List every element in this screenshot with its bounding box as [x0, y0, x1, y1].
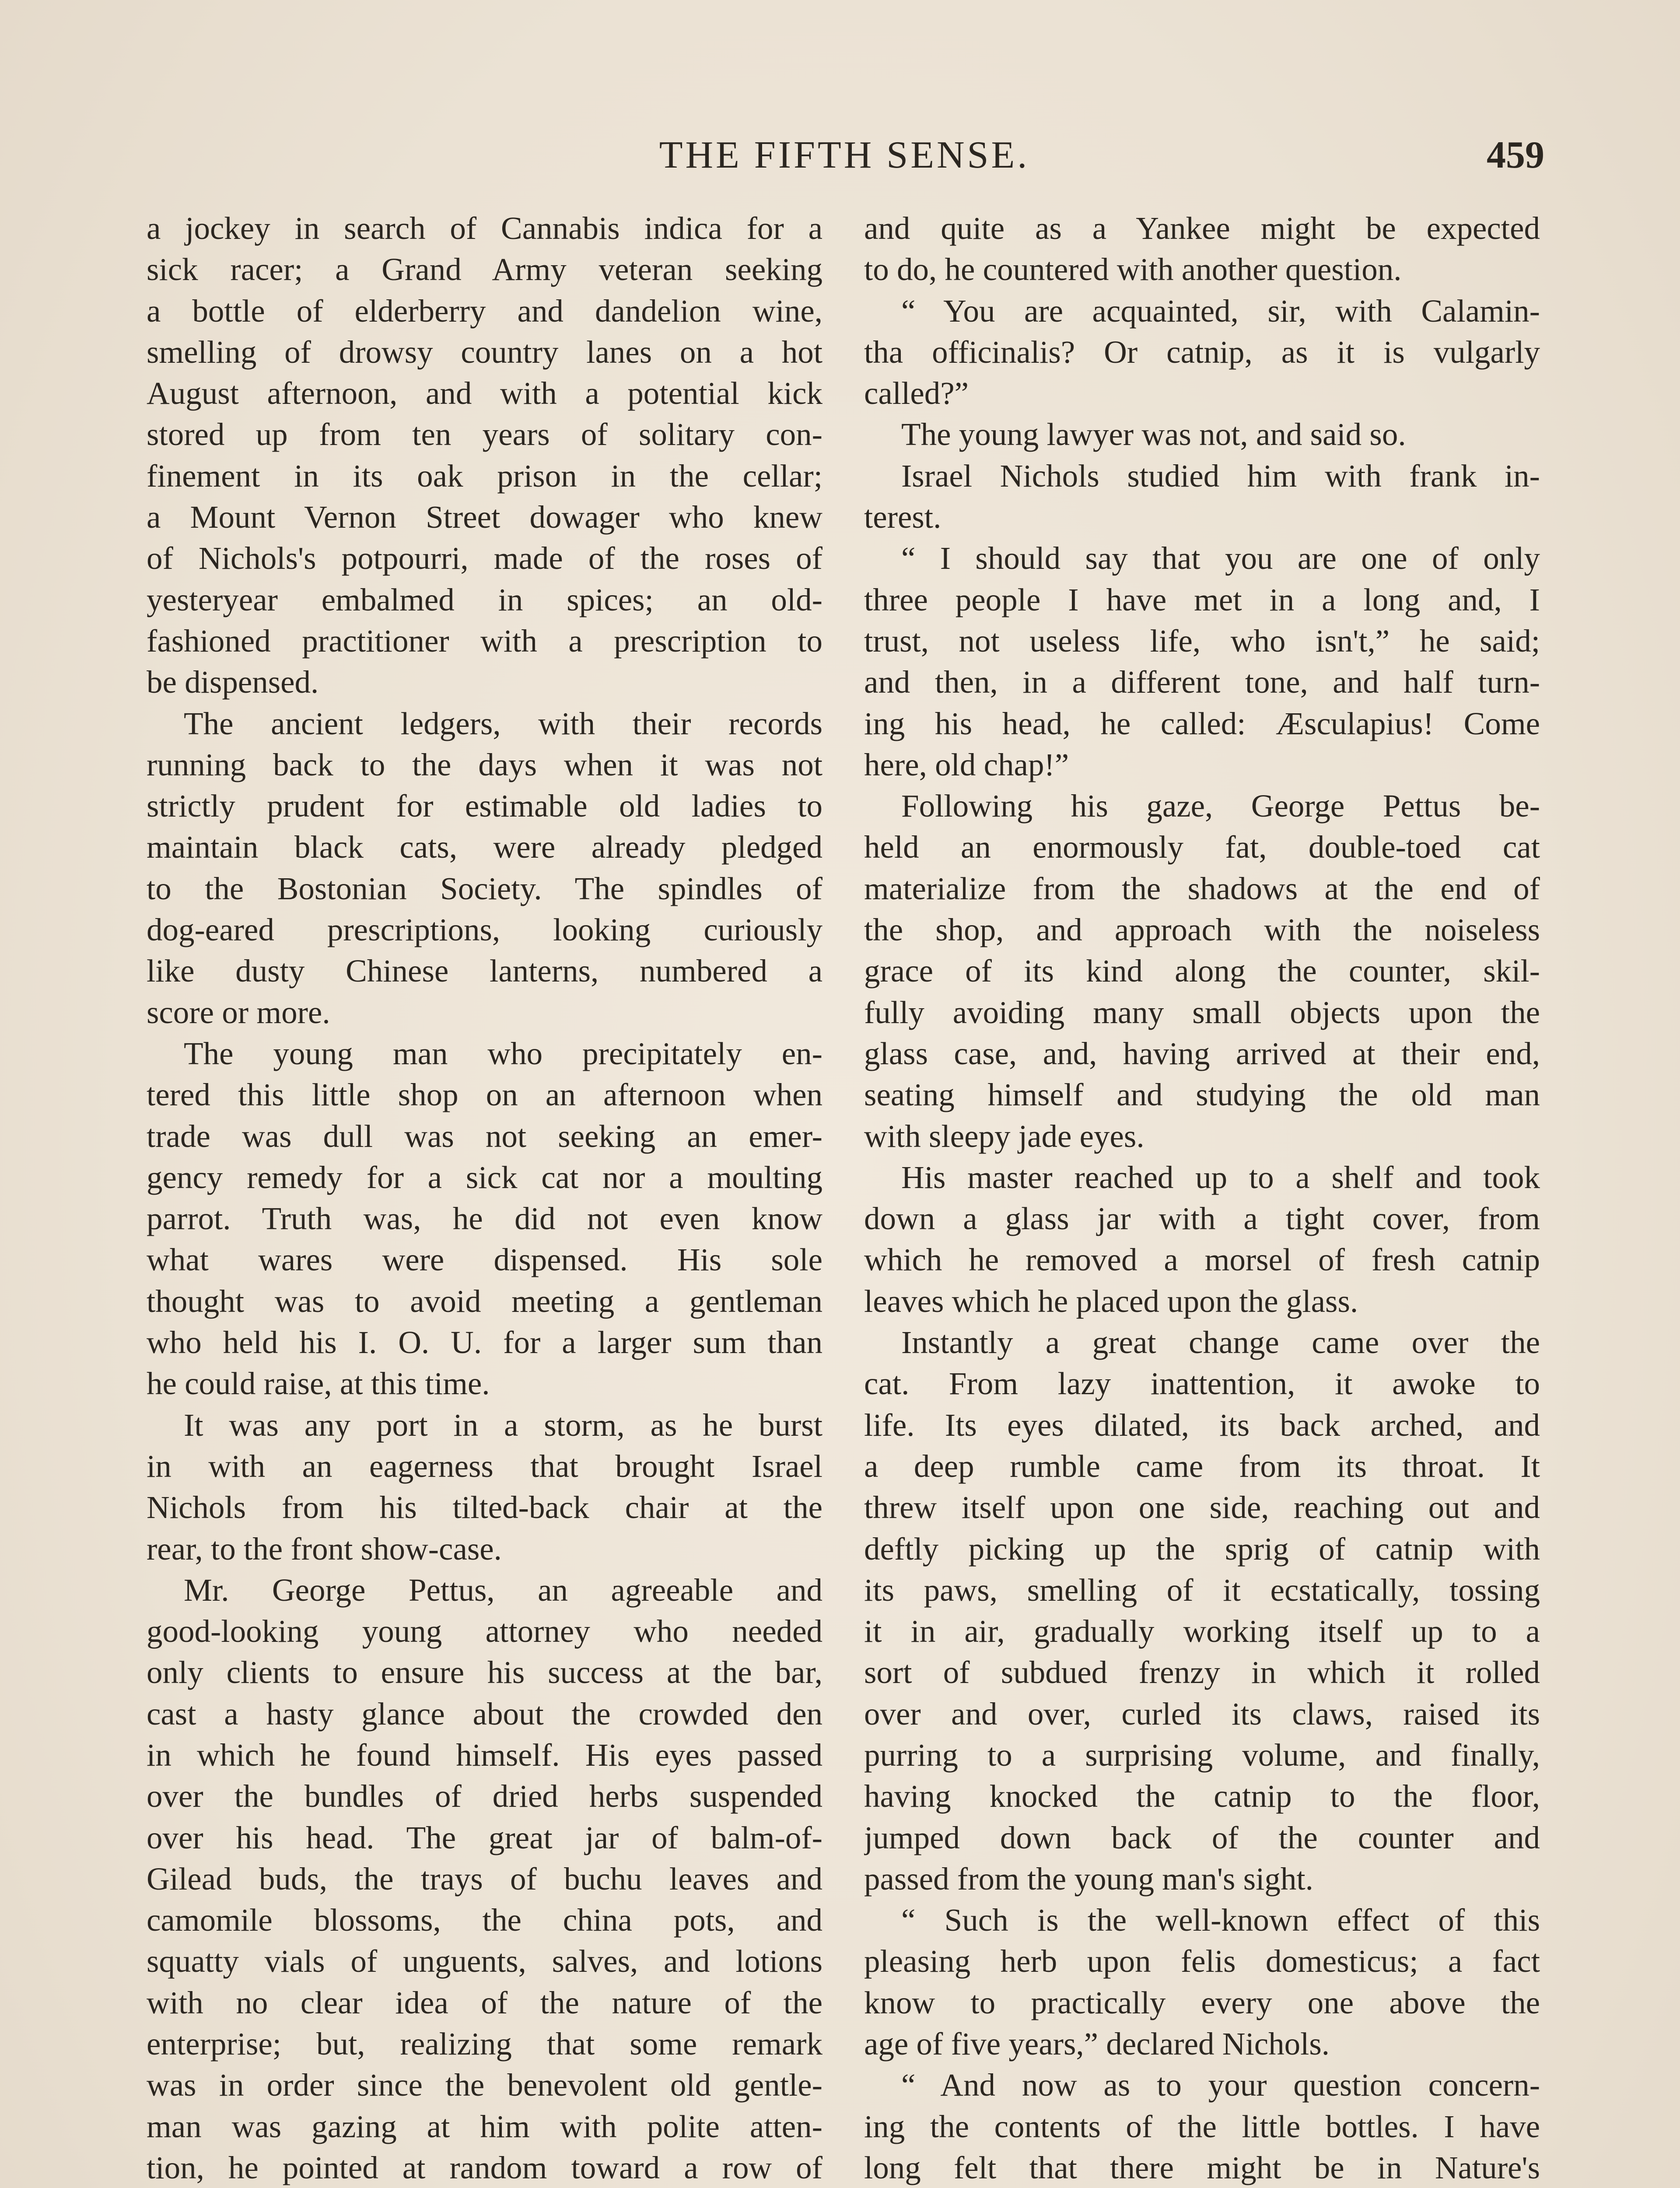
text-line: maintain black cats, were already pledged [147, 829, 822, 865]
text-line: The young man who precipitately en- [184, 1035, 822, 1071]
text-line: materialize from the shadows at the end of [864, 870, 1540, 906]
text-line: thought was to avoid meeting a gentleman [147, 1283, 822, 1319]
text-line: a bottle of elderberry and dandelion wine, [147, 293, 822, 329]
text-line: of Nichols's potpourri, made of the roses of [147, 540, 822, 576]
text-line: what wares were dispensed. His sole [147, 1242, 822, 1278]
text-line: camomile blossoms, the china pots, and [147, 1902, 822, 1938]
text-line: and then, in a different tone, and half turn- [864, 664, 1540, 700]
text-line: fashioned practitioner with a prescription to [147, 623, 822, 659]
text-line: know to practically every one above the [864, 1985, 1540, 2020]
text-line: tion, he pointed at random toward a row of [147, 2149, 822, 2185]
text-line: in with an eagerness that brought Israel [147, 1448, 822, 1484]
text-line: “ And now as to your question concern- [901, 2067, 1540, 2103]
text-line: life. Its eyes dilated, its back arched, and [864, 1407, 1540, 1443]
text-line: “ You are acquainted, sir, with Calamin- [901, 293, 1540, 329]
text-line: grace of its kind along the counter, skil- [864, 953, 1540, 989]
text-line: tha officinalis? Or catnip, as it is vulgarly [864, 334, 1540, 370]
text-line: sick racer; a Grand Army veteran seeking [147, 252, 822, 288]
text-line: a deep rumble came from its throat. It [864, 1448, 1540, 1484]
text-line: finement in its oak prison in the cellar; [147, 458, 822, 494]
text-line: The ancient ledgers, with their records [184, 705, 822, 741]
text-line: His master reached up to a shelf and took [901, 1159, 1540, 1195]
text-line: held an enormously fat, double-toed cat [864, 829, 1540, 865]
page-number: 459 [1487, 134, 1544, 176]
text-line: man was gazing at him with polite atten- [147, 2108, 822, 2144]
text-line: parrot. Truth was, he did not even know [147, 1201, 822, 1237]
text-line: threw itself upon one side, reaching out and [864, 1490, 1540, 1525]
text-line: trust, not useless life, who isn't,” he said; [864, 623, 1540, 659]
text-line: which he removed a morsel of fresh catnip [864, 1242, 1540, 1278]
text-line: cast a hasty glance about the crowded den [147, 1696, 822, 1732]
text-line: trade was dull was not seeking an emer- [147, 1118, 822, 1154]
text-line: Following his gaze, George Pettus be- [901, 788, 1540, 824]
text-line: glass case, and, having arrived at their end, [864, 1035, 1540, 1071]
text-line: August afternoon, and with a potential kick [147, 375, 822, 411]
text-line: dog-eared prescriptions, looking curiously [147, 912, 822, 948]
text-line: rear, to the front show-case. [147, 1531, 502, 1567]
text-line: squatty vials of unguents, salves, and lotions [147, 1943, 822, 1979]
text-line: deftly picking up the sprig of catnip with [864, 1531, 1540, 1567]
text-line: called?” [864, 375, 969, 411]
text-line: sort of subdued frenzy in which it rolled [864, 1655, 1540, 1690]
text-line: a jockey in search of Cannabis indica for a [147, 210, 822, 246]
text-line: with no clear idea of the nature of the [147, 1985, 822, 2020]
text-line: it in air, gradually working itself up to a [864, 1613, 1540, 1649]
text-line: seating himself and studying the old man [864, 1077, 1540, 1113]
text-line: enterprise; but, realizing that some remark [147, 2026, 822, 2062]
text-line: was in order since the benevolent old gentle- [147, 2067, 822, 2103]
page-header [144, 127, 1544, 184]
text-line: “ I should say that you are one of only [901, 540, 1540, 576]
text-line: over the bundles of dried herbs suspended [147, 1778, 822, 1814]
text-line: ing his head, he called: Æsculapius! Come [864, 705, 1540, 741]
right-text-column [864, 208, 1540, 2188]
text-line: a Mount Vernon Street dowager who knew [147, 499, 822, 535]
text-line: strictly prudent for estimable old ladies to [147, 788, 822, 824]
text-line: to the Bostonian Society. The spindles of [147, 870, 822, 906]
text-line: pleasing herb upon felis domesticus; a fact [864, 1943, 1540, 1979]
text-line: in which he found himself. His eyes passed [147, 1737, 822, 1773]
text-line: to do, he countered with another question. [864, 252, 1402, 288]
text-line: over his head. The great jar of balm-of- [147, 1820, 822, 1855]
text-line: only clients to ensure his success at the bar, [147, 1655, 822, 1690]
text-line: three people I have met in a long and, I [864, 582, 1540, 617]
text-line: like dusty Chinese lanterns, numbered a [147, 953, 822, 989]
text-line: The young lawyer was not, and said so. [901, 417, 1406, 452]
text-line: here, old chap!” [864, 747, 1069, 782]
text-line: be dispensed. [147, 664, 319, 700]
text-line: Gilead buds, the trays of buchu leaves and [147, 1861, 822, 1897]
text-line: cat. From lazy inattention, it awoke to [864, 1366, 1540, 1402]
text-line: age of five years,” declared Nichols. [864, 2026, 1330, 2062]
text-line: the shop, and approach with the noiseless [864, 912, 1540, 948]
text-line: purring to a surprising volume, and finally, [864, 1737, 1540, 1773]
text-line: down a glass jar with a tight cover, from [864, 1201, 1540, 1237]
text-line: over and over, curled its claws, raised its [864, 1696, 1540, 1732]
text-line: he could raise, at this time. [147, 1366, 490, 1402]
text-line: with sleepy jade eyes. [864, 1118, 1144, 1154]
text-line: score or more. [147, 994, 330, 1030]
text-line: “ Such is the well-known effect of this [901, 1902, 1540, 1938]
text-line: Nichols from his tilted-back chair at the [147, 1490, 822, 1525]
text-line: smelling of drowsy country lanes on a hot [147, 334, 822, 370]
text-line: Instantly a great change came over the [901, 1325, 1540, 1360]
text-line: jumped down back of the counter and [864, 1820, 1540, 1855]
text-line: leaves which he placed upon the glass. [864, 1283, 1358, 1319]
text-line: passed from the young man's sight. [864, 1861, 1313, 1897]
text-line: stored up from ten years of solitary con- [147, 417, 822, 452]
text-line: Israel Nichols studied him with frank in- [901, 458, 1540, 494]
text-line: Mr. George Pettus, an agreeable and [184, 1572, 822, 1608]
text-line: having knocked the catnip to the floor, [864, 1778, 1540, 1814]
text-line: tered this little shop on an afternoon when [147, 1077, 822, 1113]
text-line: terest. [864, 499, 942, 535]
running-title: THE FIFTH SENSE. [659, 134, 1030, 176]
text-line: gency remedy for a sick cat nor a moulting [147, 1159, 822, 1195]
text-line: who held his I. O. U. for a larger sum than [147, 1325, 822, 1360]
left-text-column [147, 208, 822, 2188]
text-line: running back to the days when it was not [147, 747, 822, 782]
text-line: It was any port in a storm, as he burst [184, 1407, 822, 1443]
text-line: its paws, smelling of it ecstatically, tossing [864, 1572, 1540, 1608]
text-line: yesteryear embalmed in spices; an old- [147, 582, 822, 617]
text-line: and quite as a Yankee might be expected [864, 210, 1540, 246]
text-line: long felt that there might be in Nature's [864, 2149, 1540, 2185]
text-line: good-looking young attorney who needed [147, 1613, 822, 1649]
text-line: ing the contents of the little bottles. I have [864, 2108, 1540, 2144]
text-line: fully avoiding many small objects upon the [864, 994, 1540, 1030]
